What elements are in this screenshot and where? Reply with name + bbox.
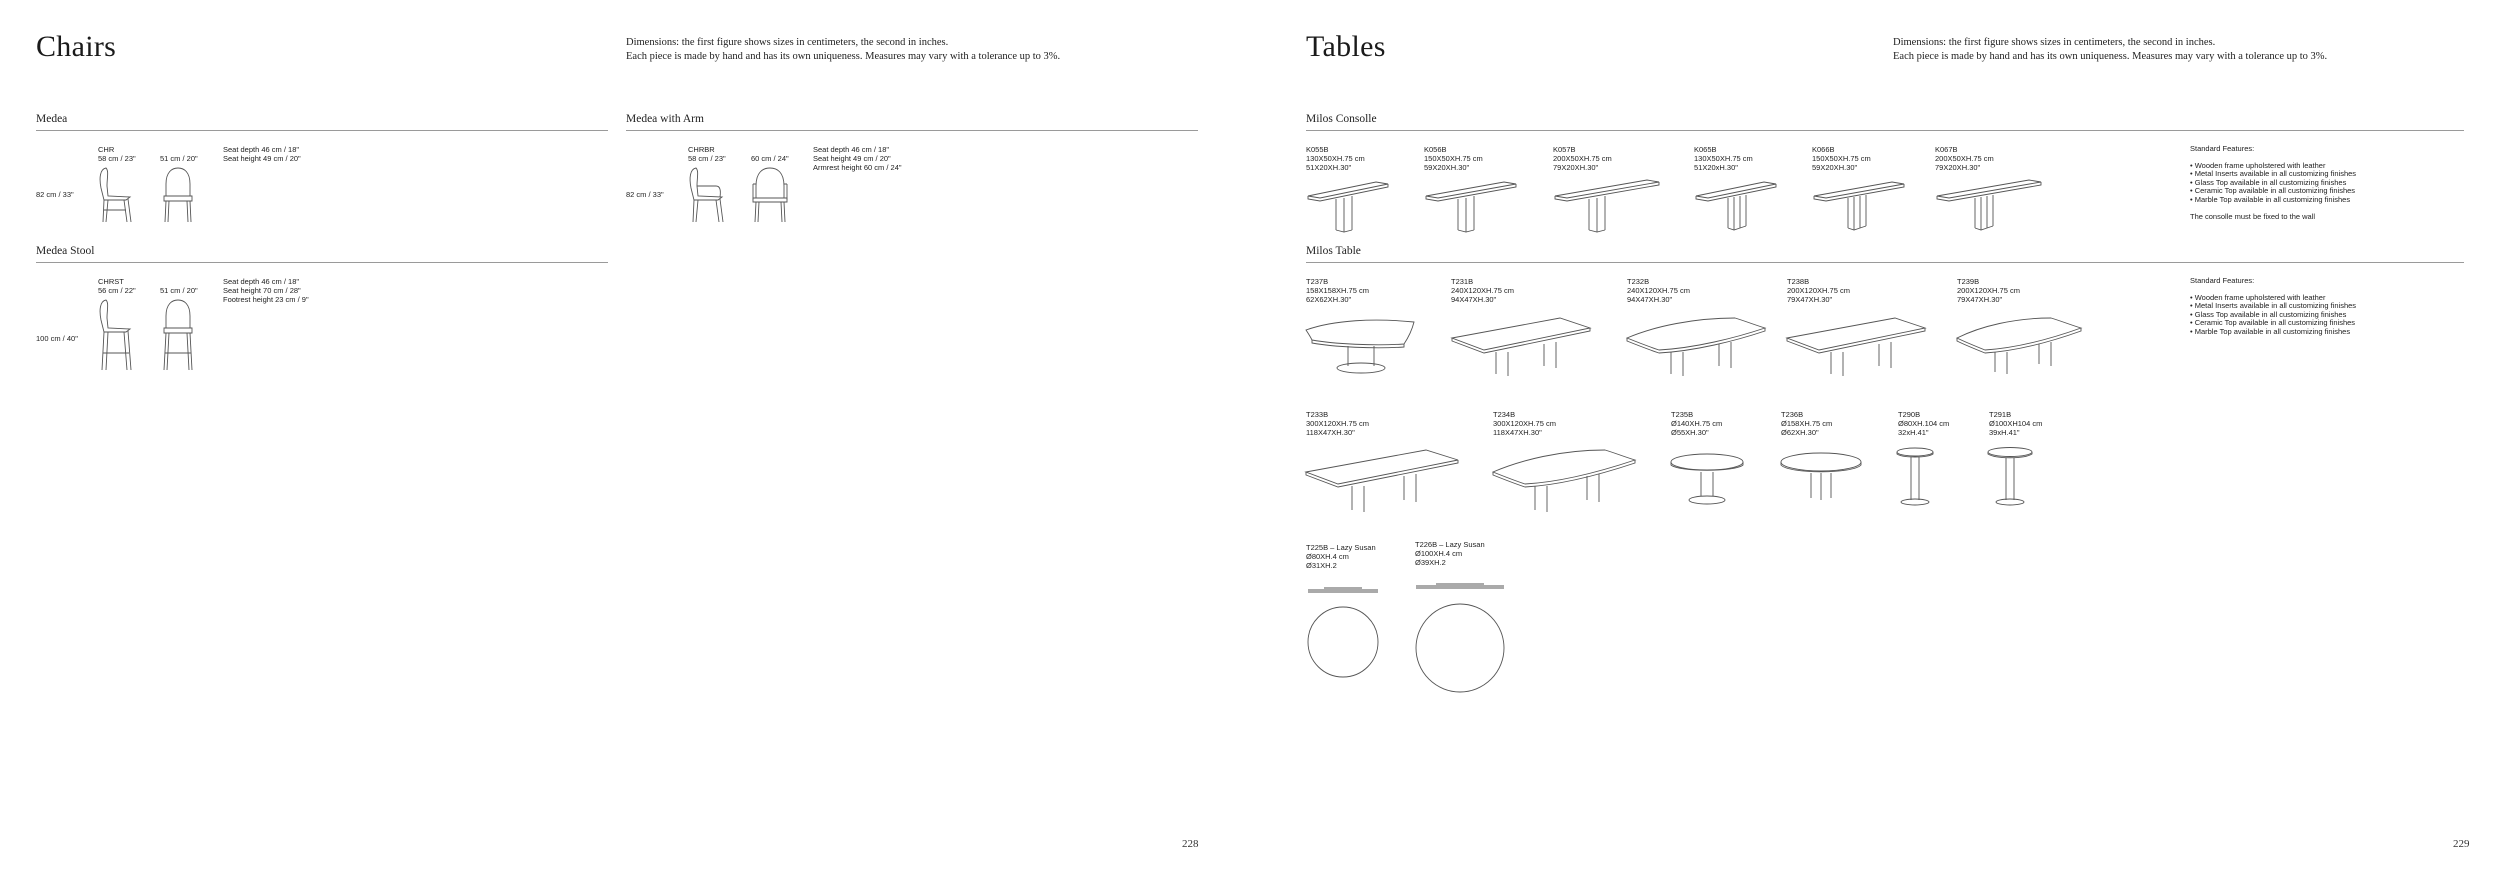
consolle-item: K057B 200X50XH.75 cm 79X20XH.30" [1553,145,1612,172]
table-item: T290B Ø80XH.104 cm 32xH.41" [1898,410,1950,437]
table-item: T234B 300X120XH.75 cm 118X47XH.30" [1493,410,1556,437]
long-table-drawing [1304,448,1460,518]
armchair-side-drawing [686,166,732,224]
table-item: T232B 240X120XH.75 cm 94X47XH.30" [1627,277,1690,304]
consolle-drawing [1553,178,1661,234]
armchair-front-drawing [750,166,790,224]
high-round-table-drawing [1986,446,2036,508]
table-item: T233B 300X120XH.75 cm 118X47XH.30" [1306,410,1369,437]
table-item: T291B Ø100XH104 cm 39xH.41" [1989,410,2043,437]
round-table-drawing [1669,452,1747,508]
divider [36,262,608,263]
stool-front-drawing [160,298,196,372]
section-title-milos-consolle: Milos Consolle [1306,113,1377,125]
table-item: T238B 200X120XH.75 cm 79X47XH.30" [1787,277,1850,304]
dimensions-notice-left: Dimensions: the first figure shows sizes in centimeters, the second in inches. Each piece is made by hand and has its own uniqueness. Measures may vary with a tolerance up to 3%. [626,37,1061,62]
stool-side-drawing [96,298,140,372]
consolle-item: K055B 130X50XH.75 cm 51X20XH.30" [1306,145,1365,172]
lazy-susan-drawing [1306,584,1380,678]
specs: Seat depth 46 cm / 18" Seat height 70 cm / 28" Footrest height 23 cm / 9" [223,277,309,304]
width-label: 51 cm / 20" [160,154,198,163]
barrel-table-drawing [1955,316,2083,378]
chair-side-drawing [96,166,140,224]
page-number-right: 229 [2453,838,2470,850]
rectangular-table-drawing [1450,316,1592,378]
rectangular-table-drawing [1785,316,1927,378]
barrel-table-drawing [1625,316,1767,378]
page-title-chairs: Chairs [36,30,117,63]
consolle-item: K067B 200X50XH.75 cm 79X20XH.30" [1935,145,1994,172]
section-title-medea: Medea [36,113,68,125]
width-label: 60 cm / 24" [751,154,789,163]
table-item: T237B 158X158XH.75 cm 62X62XH.30" [1306,277,1369,304]
product-code-depth: CHRBR 58 cm / 23" [688,145,726,163]
consolle-drawing [1812,178,1906,234]
product-code-depth: CHRST 56 cm / 22" [98,277,136,295]
divider [36,130,608,131]
section-title-medea-with-arm: Medea with Arm [626,113,704,125]
consolle-drawing [1935,178,2043,234]
divider [1306,262,2464,263]
consolle-item: K056B 150X50XH.75 cm 59X20XH.30" [1424,145,1483,172]
width-label: 51 cm / 20" [160,286,198,295]
round-table-drawing [1779,452,1865,508]
lazy-susan-drawing [1414,580,1506,694]
table-item: T236B Ø158XH.75 cm Ø62XH.30" [1781,410,1833,437]
divider [1306,130,2464,131]
consolle-drawing [1424,178,1518,234]
consolle-item: K066B 150X50XH.75 cm 59X20XH.30" [1812,145,1871,172]
section-title-milos-table: Milos Table [1306,245,1361,257]
specs: Seat depth 46 cm / 18" Seat height 49 cm / 20" Armrest height 60 cm / 24" [813,145,902,172]
table-item: T235B Ø140XH.75 cm Ø55XH.30" [1671,410,1723,437]
dimensions-notice-right: Dimensions: the first figure shows sizes in centimeters, the second in inches. Each piece is made by hand and has its own uniqueness. Measures may vary with a tolerance up to 3%. [1893,37,2328,62]
section-title-medea-stool: Medea Stool [36,245,95,257]
height-label: 100 cm / 40" [36,334,78,343]
specs: Seat depth 46 cm / 18" Seat height 49 cm / 20" [223,145,301,163]
page-number-left: 228 [1182,838,1199,850]
height-label: 82 cm / 33" [36,190,74,199]
consolle-drawing [1306,178,1390,234]
high-round-table-drawing [1893,446,1939,508]
table-item: T239B 200X120XH.75 cm 79X47XH.30" [1957,277,2020,304]
height-label: 82 cm / 33" [626,190,664,199]
consolle-item: K065B 130X50XH.75 cm 51X20xH.30" [1694,145,1753,172]
chair-front-drawing [160,166,196,224]
table-standard-features: Standard Features: • Wooden frame upholstered with leather • Metal Inserts available in all customizing finishes • Glass Top available in all customizing finishes • Ceramic Top available in all customizing finishes • Marble Top available in all customizing finishes [2190,276,2357,336]
lazy-susan-item: T225B – Lazy Susan Ø80XH.4 cm Ø31XH.2 [1306,543,1376,570]
lazy-susan-item: T226B – Lazy Susan Ø100XH.4 cm Ø39XH.2 [1415,540,1485,567]
page-title-tables: Tables [1306,30,1386,63]
square-table-drawing [1304,316,1420,378]
table-item: T231B 240X120XH.75 cm 94X47XH.30" [1451,277,1514,304]
long-barrel-table-drawing [1491,448,1637,518]
consolle-drawing [1694,178,1778,234]
product-code-depth: CHR 58 cm / 23" [98,145,136,163]
divider [626,130,1198,131]
consolle-standard-features: Standard Features: • Wooden frame upholstered with leather • Metal Inserts available in all customizing finishes • Glass Top available in all customizing finishes • Ceramic Top available in all customizing finishes • Marble Top available in all customizing finishes The consolle must be fixed to the wall [2190,144,2357,221]
